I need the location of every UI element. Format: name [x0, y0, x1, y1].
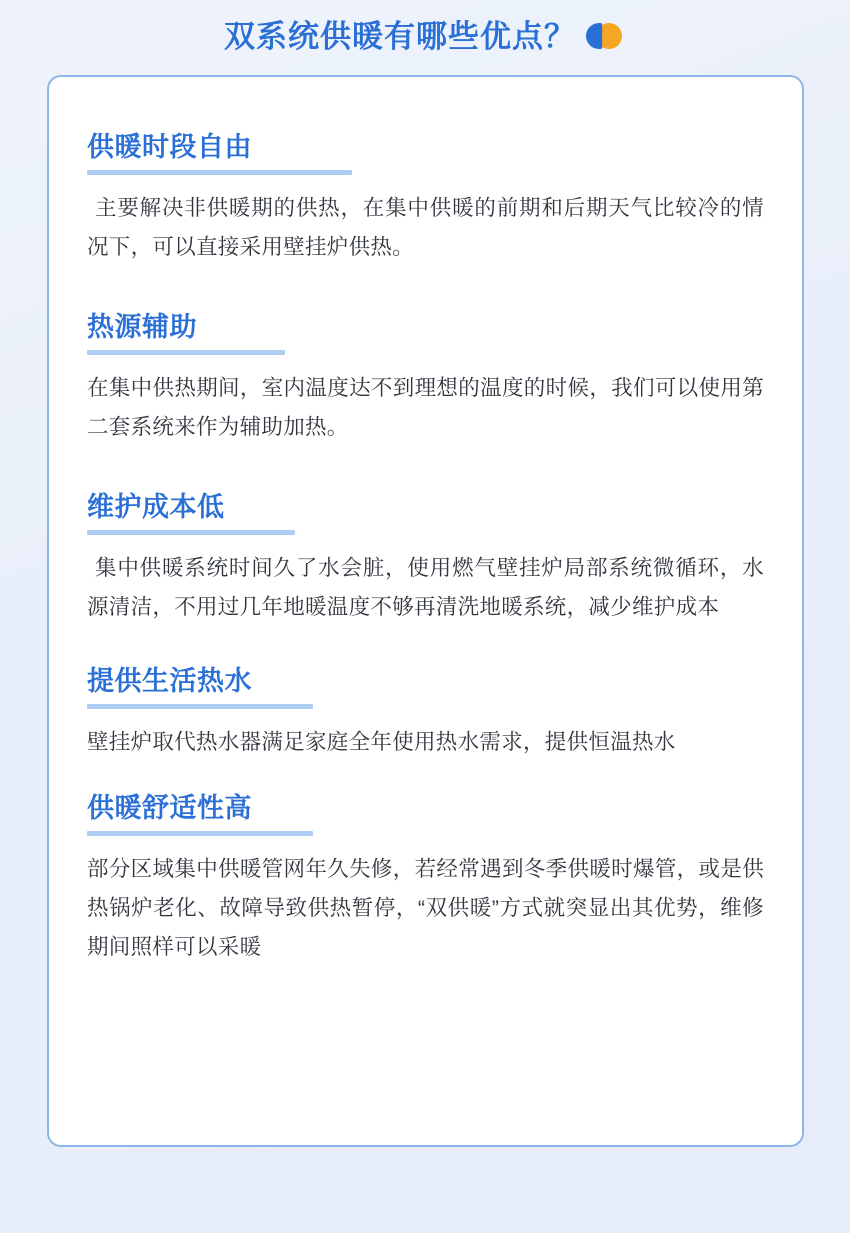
section-heading-text: 维护成本低 — [87, 492, 225, 522]
section-heat-source-assist — [87, 311, 764, 447]
section-heading — [87, 311, 285, 359]
section-body: 壁挂炉取代热水器满足家庭全年使用热水需求，提供恒温热水 — [87, 729, 676, 754]
content-card — [47, 75, 804, 1147]
section-heading-text: 提供生活热水 — [87, 666, 252, 696]
section-heading-text: 热源辅助 — [87, 312, 197, 342]
section-low-maintenance-cost — [87, 491, 764, 627]
heading-underline — [87, 704, 313, 709]
section-heading — [87, 491, 295, 539]
header-decoration — [586, 19, 626, 53]
heading-underline — [87, 350, 285, 355]
section-body: 在集中供热期间，室内温度达不到理想的温度的时候，我们可以使用第二套系统来作为辅助加热。 — [87, 375, 764, 439]
section-body: 主要解决非供暖期的供热，在集中供暖的前期和后期天气比较冷的情况下，可以直接采用壁挂炉供热。 — [87, 195, 764, 259]
section-domestic-hot-water — [87, 665, 764, 762]
section-heading — [87, 665, 313, 713]
section-heading — [87, 131, 352, 179]
section-high-comfort — [87, 792, 764, 967]
heading-underline — [87, 170, 352, 175]
section-body: 部分区域集中供暖管网年久失修，若经常遇到冬季供暖时爆管，或是供热锅炉老化、故障导致供热暂停，“双供暖”方式就突显出其优势，维修期间照样可以采暖 — [87, 856, 764, 959]
section-heating-period-freedom — [87, 131, 764, 267]
section-body: 集中供暖系统时间久了水会脏，使用燃气壁挂炉局部系统微循环，水源清洁，不用过几年地暖温度不够再清洗地暖系统，减少维护成本 — [87, 555, 764, 619]
heading-underline — [87, 530, 295, 535]
page-title: 双系统供暖有哪些优点？ — [224, 18, 576, 54]
section-heading-text: 供暖舒适性高 — [87, 792, 252, 823]
page-header — [0, 0, 850, 72]
section-heading — [87, 792, 313, 840]
section-heading-text: 供暖时段自由 — [87, 132, 252, 162]
heading-underline — [87, 831, 313, 836]
